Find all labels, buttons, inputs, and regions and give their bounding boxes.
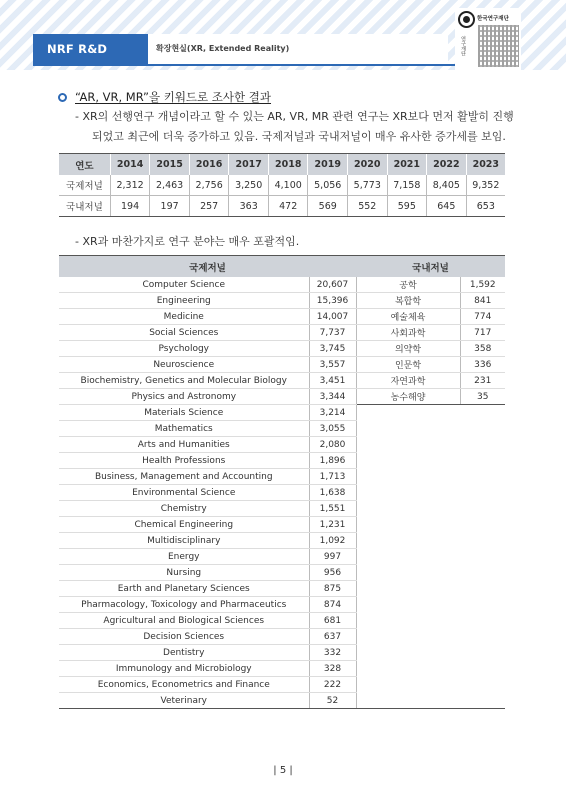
- intl-field-name: Medicine: [59, 309, 309, 325]
- intl-field-count: 956: [309, 565, 356, 581]
- intl-field-count: 332: [309, 645, 356, 661]
- field-table-row: [59, 277, 505, 293]
- qr-code-icon: [478, 25, 519, 67]
- field-table-row: [59, 357, 505, 373]
- year-value-cell: 2,756: [189, 175, 229, 196]
- field-table-row: [59, 453, 505, 469]
- intl-field-name: Immunology and Microbiology: [59, 661, 309, 677]
- row-label: 국내저널: [59, 196, 110, 217]
- intl-journal-header: 국제저널: [59, 256, 356, 278]
- year-value-cell: 257: [189, 196, 229, 217]
- year-header-cell: 2019: [308, 154, 348, 176]
- field-table-row: [59, 629, 505, 645]
- intl-field-count: 3,557: [309, 357, 356, 373]
- intl-field-name: Chemistry: [59, 501, 309, 517]
- year-value-cell: 2,312: [110, 175, 150, 196]
- empty-cell: [356, 469, 505, 485]
- domestic-field-count: 35: [460, 389, 505, 405]
- domestic-field-count: 231: [460, 373, 505, 389]
- intl-field-count: 1,896: [309, 453, 356, 469]
- year-value-cell: 472: [268, 196, 308, 217]
- year-header-row: [59, 154, 505, 176]
- domestic-field-name: 예술체육: [356, 309, 460, 325]
- field-table-row: [59, 293, 505, 309]
- year-header-cell: 2020: [348, 154, 388, 176]
- field-table-row: [59, 405, 505, 421]
- empty-cell: [356, 661, 505, 677]
- intl-field-count: 3,344: [309, 389, 356, 405]
- intl-field-name: Social Sciences: [59, 325, 309, 341]
- year-header-cell: 2017: [229, 154, 269, 176]
- field-table-row: [59, 325, 505, 341]
- empty-cell: [356, 677, 505, 693]
- year-value-cell: 3,250: [229, 175, 269, 196]
- intl-field-count: 328: [309, 661, 356, 677]
- intl-field-name: Dentistry: [59, 645, 309, 661]
- domestic-field-count: 358: [460, 341, 505, 357]
- domestic-field-name: 복합학: [356, 293, 460, 309]
- intl-field-count: 15,396: [309, 293, 356, 309]
- intl-field-name: Economics, Econometrics and Finance: [59, 677, 309, 693]
- empty-cell: [356, 645, 505, 661]
- domestic-field-count: 1,592: [460, 277, 505, 293]
- intl-field-count: 1,551: [309, 501, 356, 517]
- intl-field-name: Agricultural and Biological Sciences: [59, 613, 309, 629]
- intl-field-name: Chemical Engineering: [59, 517, 309, 533]
- empty-cell: [356, 501, 505, 517]
- intl-field-name: Multidisciplinary: [59, 533, 309, 549]
- year-value-cell: 569: [308, 196, 348, 217]
- intl-field-name: Biochemistry, Genetics and Molecular Biology: [59, 373, 309, 389]
- empty-cell: [356, 421, 505, 437]
- year-value-cell: 4,100: [268, 175, 308, 196]
- year-value-cell: 9,352: [466, 175, 505, 196]
- field-table-row: [59, 389, 505, 405]
- intl-field-count: 875: [309, 581, 356, 597]
- intl-field-count: 681: [309, 613, 356, 629]
- field-table-row: [59, 517, 505, 533]
- intl-field-count: 1,092: [309, 533, 356, 549]
- field-table-row: [59, 421, 505, 437]
- empty-cell: [356, 453, 505, 469]
- intl-field-count: 3,451: [309, 373, 356, 389]
- intl-field-count: 3,055: [309, 421, 356, 437]
- domestic-field-count: 841: [460, 293, 505, 309]
- intl-field-name: Business, Management and Accounting: [59, 469, 309, 485]
- intl-field-name: Mathematics: [59, 421, 309, 437]
- year-header-cell: 2023: [466, 154, 505, 176]
- field-table-row: [59, 565, 505, 581]
- field-table-row: [59, 613, 505, 629]
- intl-field-count: 222: [309, 677, 356, 693]
- field-table-row: [59, 645, 505, 661]
- empty-cell: [356, 565, 505, 581]
- field-table-row: [59, 373, 505, 389]
- year-value-cell: 194: [110, 196, 150, 217]
- intl-field-count: 1,638: [309, 485, 356, 501]
- field-table-row: [59, 661, 505, 677]
- intl-field-count: 637: [309, 629, 356, 645]
- intl-field-count: 3,214: [309, 405, 356, 421]
- paragraph-1: - XR의 선행연구 개념이라고 할 수 있는 AR, VR, MR 관련 연구는 XR보다 먼저 활발히 진행: [75, 110, 514, 123]
- year-value-cell: 7,158: [387, 175, 427, 196]
- domestic-journal-header: 국내저널: [356, 256, 505, 278]
- paragraph-2: 되었고 최근에 더욱 증가하고 있음. 국제저널과 국내저널이 매우 유사한 증가세를 보임.: [92, 130, 506, 143]
- empty-cell: [356, 437, 505, 453]
- domestic-field-name: 농수해양: [356, 389, 460, 405]
- year-value-cell: 197: [150, 196, 190, 217]
- domestic-field-name: 자연과학: [356, 373, 460, 389]
- empty-cell: [356, 405, 505, 421]
- empty-cell: [356, 485, 505, 501]
- intl-field-name: Engineering: [59, 293, 309, 309]
- intl-field-name: Computer Science: [59, 277, 309, 293]
- header-divider: [33, 64, 517, 66]
- empty-cell: [356, 517, 505, 533]
- field-table-row: [59, 309, 505, 325]
- intl-field-name: Pharmacology, Toxicology and Pharmaceutics: [59, 597, 309, 613]
- intl-field-name: Environmental Science: [59, 485, 309, 501]
- year-value-cell: 645: [427, 196, 467, 217]
- intl-field-name: Decision Sciences: [59, 629, 309, 645]
- year-value-cell: 552: [348, 196, 388, 217]
- field-table: [59, 255, 505, 709]
- field-table-row: [59, 597, 505, 613]
- field-header-row: [59, 256, 505, 278]
- domestic-field-name: 인문학: [356, 357, 460, 373]
- intl-field-name: Arts and Humanities: [59, 437, 309, 453]
- intl-field-name: Neuroscience: [59, 357, 309, 373]
- intl-field-count: 20,607: [309, 277, 356, 293]
- field-table-row: [59, 341, 505, 357]
- intl-field-count: 2,080: [309, 437, 356, 453]
- empty-cell: [356, 597, 505, 613]
- domestic-field-count: 336: [460, 357, 505, 373]
- field-table-row: [59, 469, 505, 485]
- empty-cell: [356, 629, 505, 645]
- paragraph-3: - XR과 마찬가지로 연구 분야는 매우 포괄적임.: [75, 235, 300, 248]
- page-number: | 5 |: [273, 765, 293, 776]
- intl-field-count: 14,007: [309, 309, 356, 325]
- year-header-cell: 2014: [110, 154, 150, 176]
- year-table: [59, 153, 505, 217]
- domestic-field-name: 사회과학: [356, 325, 460, 341]
- section-bullet-icon: [58, 93, 67, 102]
- field-table-row: [59, 485, 505, 501]
- nrf-emblem-icon: [458, 11, 475, 28]
- year-value-cell: 363: [229, 196, 269, 217]
- domestic-field-name: 의약학: [356, 341, 460, 357]
- intl-field-name: Nursing: [59, 565, 309, 581]
- field-table-row: [59, 437, 505, 453]
- intl-field-count: 3,745: [309, 341, 356, 357]
- logo-text: 한국연구재단: [477, 16, 509, 22]
- year-value-cell: 5,773: [348, 175, 388, 196]
- intl-field-name: Veterinary: [59, 693, 309, 709]
- empty-cell: [356, 581, 505, 597]
- intl-field-name: Earth and Planetary Sciences: [59, 581, 309, 597]
- year-header-cell: 2015: [150, 154, 190, 176]
- empty-cell: [356, 549, 505, 565]
- brief-title: NRF R&D BRIEF: [33, 34, 148, 64]
- year-header-cell: 2021: [387, 154, 427, 176]
- year-value-cell: 5,056: [308, 175, 348, 196]
- year-header-cell: 2016: [189, 154, 229, 176]
- intl-field-name: Physics and Astronomy: [59, 389, 309, 405]
- field-table-row: [59, 677, 505, 693]
- domestic-field-count: 774: [460, 309, 505, 325]
- field-table-row: [59, 693, 505, 709]
- field-table-row: [59, 501, 505, 517]
- domestic-field-name: 공학: [356, 277, 460, 293]
- empty-cell: [356, 533, 505, 549]
- intl-field-name: Health Professions: [59, 453, 309, 469]
- intl-field-name: Psychology: [59, 341, 309, 357]
- year-value-cell: 595: [387, 196, 427, 217]
- empty-cell: [356, 693, 505, 709]
- intl-field-count: 997: [309, 549, 356, 565]
- intl-field-count: 1,231: [309, 517, 356, 533]
- empty-cell: [356, 613, 505, 629]
- year-value-cell: 8,405: [427, 175, 467, 196]
- nrf-logo: [455, 8, 521, 70]
- section-title: “AR, VR, MR”을 키워드로 조사한 결과: [75, 90, 272, 104]
- year-value-cell: 653: [466, 196, 505, 217]
- intl-field-count: 1,713: [309, 469, 356, 485]
- intl-field-count: 7,737: [309, 325, 356, 341]
- row-label: 국제저널: [59, 175, 110, 196]
- intl-field-count: 52: [309, 693, 356, 709]
- intl-field-count: 874: [309, 597, 356, 613]
- year-header-cell: 2022: [427, 154, 467, 176]
- intl-field-name: Materials Science: [59, 405, 309, 421]
- year-table-row: [59, 196, 505, 217]
- document-subtitle: 확장현실(XR, Extended Reality): [148, 34, 448, 64]
- intl-field-name: Energy: [59, 549, 309, 565]
- year-header-cell: 2018: [268, 154, 308, 176]
- logo-caption: 연구재단: [460, 36, 466, 56]
- year-header-label: 연도: [59, 154, 110, 176]
- field-table-row: [59, 549, 505, 565]
- domestic-field-count: 717: [460, 325, 505, 341]
- year-value-cell: 2,463: [150, 175, 190, 196]
- year-table-row: [59, 175, 505, 196]
- field-table-row: [59, 581, 505, 597]
- field-table-row: [59, 533, 505, 549]
